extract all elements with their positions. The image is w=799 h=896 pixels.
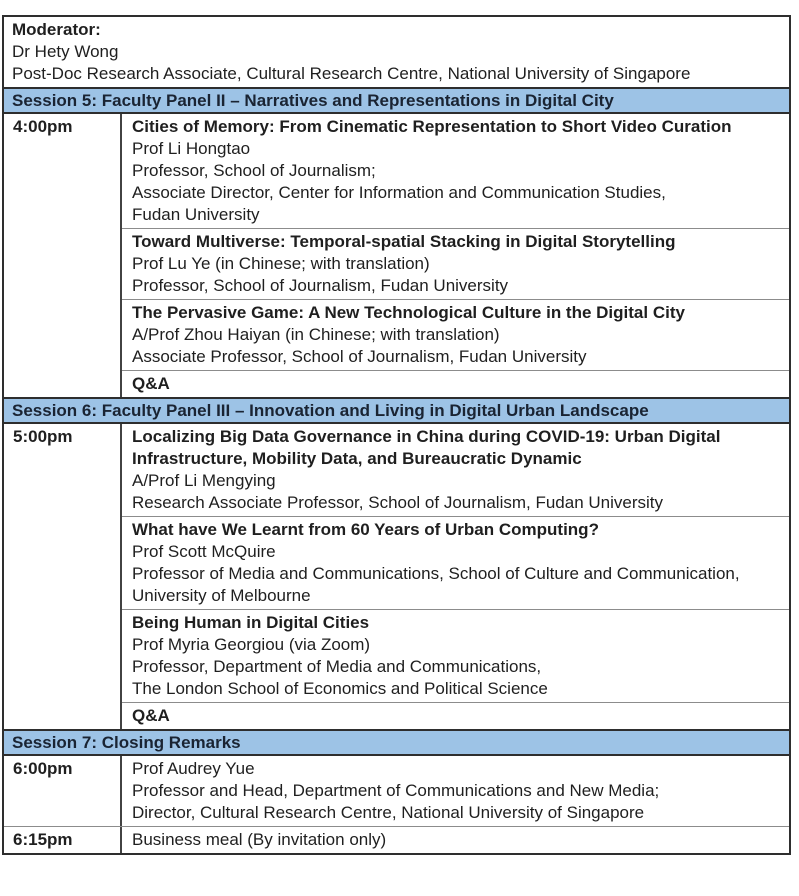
talk-detail: Professor and Head, Department of Communications and New Media;	[132, 781, 660, 800]
session-rows	[4, 756, 789, 853]
talk-detail: Professor, School of Journalism;	[132, 161, 376, 180]
talk-title: Q&A	[132, 374, 170, 393]
agenda-item	[122, 827, 789, 853]
talk-detail: Research Associate Professor, School of Journalism, Fudan University	[132, 493, 664, 512]
agenda-item	[122, 300, 789, 371]
talk-detail: Fudan University	[132, 205, 260, 224]
talk-title: What have We Learnt from 60 Years of Urban Computing?	[132, 520, 599, 539]
talk-detail: University of Melbourne	[132, 586, 311, 605]
talk-detail: Business meal (By invitation only)	[132, 830, 387, 849]
time-label: 6:00pm	[4, 756, 122, 826]
talk-detail: Associate Director, Center for Information and Communication Studies,	[132, 183, 666, 202]
conference-programme-table	[2, 15, 791, 855]
talk-detail: Professor, Department of Media and Communications,	[132, 657, 542, 676]
talk-detail: A/Prof Li Mengying	[132, 471, 276, 490]
agenda-item	[122, 371, 789, 397]
schedule-row	[4, 114, 789, 397]
agenda-item	[122, 756, 789, 826]
talk-title: Being Human in Digital Cities	[132, 613, 370, 632]
talk-detail: The London School of Economics and Political Science	[132, 679, 548, 698]
session-section	[4, 729, 789, 853]
agenda-item	[122, 229, 789, 300]
talk-detail: Prof Audrey Yue	[132, 759, 255, 778]
agenda-item	[122, 517, 789, 610]
talk-title: Toward Multiverse: Temporal-spatial Stacking in Digital Storytelling	[132, 232, 676, 251]
moderator-label: Moderator:	[12, 20, 101, 39]
talk-title: Cities of Memory: From Cinematic Representation to Short Video Curation	[132, 117, 732, 136]
session-header: Session 7: Closing Remarks	[4, 729, 789, 756]
session-header: Session 5: Faculty Panel II – Narratives and Representations in Digital City	[4, 87, 789, 114]
schedule-row	[4, 826, 789, 853]
session-header: Session 6: Faculty Panel III – Innovation and Living in Digital Urban Landscape	[4, 397, 789, 424]
session-section	[4, 397, 789, 729]
talk-detail: Professor, School of Journalism, Fudan University	[132, 276, 509, 295]
talk-detail: Associate Professor, School of Journalism, Fudan University	[132, 347, 587, 366]
session-rows	[4, 114, 789, 397]
moderator-row	[4, 17, 789, 87]
row-content	[122, 827, 789, 853]
agenda-item	[122, 114, 789, 229]
talk-title: The Pervasive Game: A New Technological Culture in the Digital City	[132, 303, 685, 322]
talk-detail: Director, Cultural Research Centre, National University of Singapore	[132, 803, 645, 822]
time-label: 5:00pm	[4, 424, 122, 729]
session-section	[4, 87, 789, 397]
agenda-item	[122, 610, 789, 703]
talk-detail: Prof Scott McQuire	[132, 542, 276, 561]
talk-title: Q&A	[132, 706, 170, 725]
moderator-affiliation: Post-Doc Research Associate, Cultural Research Centre, National University of Singapore	[12, 64, 691, 83]
talk-detail: Prof Lu Ye (in Chinese; with translation)	[132, 254, 430, 273]
row-content	[122, 756, 789, 826]
talk-detail: Prof Myria Georgiou (via Zoom)	[132, 635, 371, 654]
session-rows	[4, 424, 789, 729]
time-label: 4:00pm	[4, 114, 122, 397]
agenda-item	[122, 703, 789, 729]
row-content	[122, 424, 789, 729]
agenda-item	[122, 424, 789, 517]
talk-title: Localizing Big Data Governance in China during COVID-19: Urban Digital Infrastructure, Mobility Data, and Bureaucratic Dynamic	[132, 427, 721, 468]
row-content	[122, 114, 789, 397]
talk-detail: Prof Li Hongtao	[132, 139, 251, 158]
sessions-container	[4, 87, 789, 853]
time-label: 6:15pm	[4, 827, 122, 853]
moderator-name: Dr Hety Wong	[12, 42, 119, 61]
schedule-row	[4, 756, 789, 826]
talk-detail: A/Prof Zhou Haiyan (in Chinese; with translation)	[132, 325, 500, 344]
schedule-row	[4, 424, 789, 729]
talk-detail: Professor of Media and Communications, School of Culture and Communication,	[132, 564, 740, 583]
